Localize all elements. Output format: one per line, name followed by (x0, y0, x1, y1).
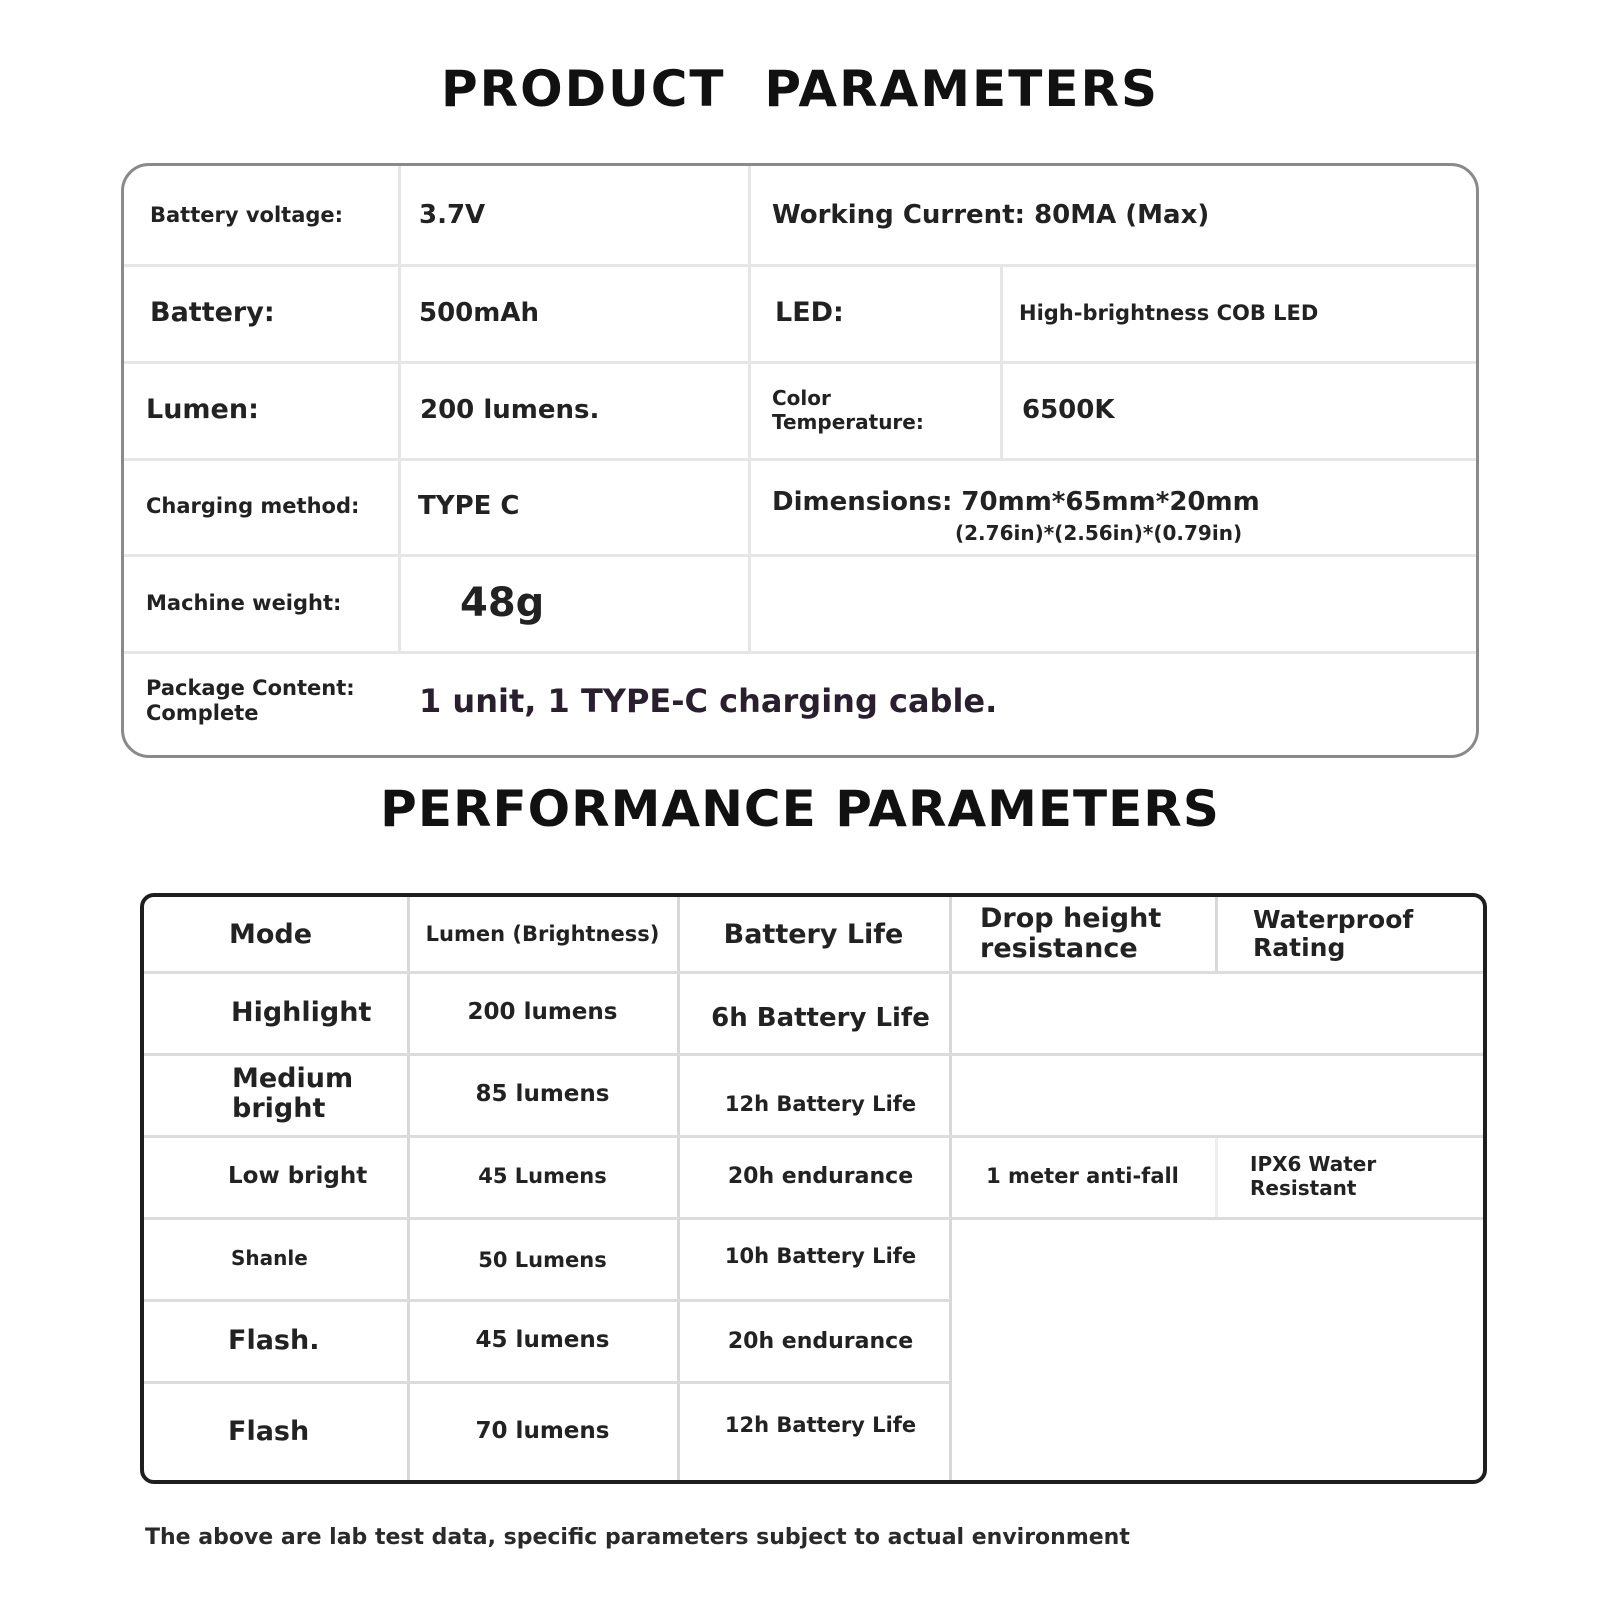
package-content-label: Package Content: Complete (146, 676, 355, 725)
lumen-cell: 200 lumens (467, 999, 618, 1025)
battery-voltage-label: Battery voltage: (150, 203, 344, 227)
lumen-cell: 85 lumens (475, 1081, 610, 1107)
charging-method-value: TYPE C (418, 491, 520, 521)
mode-cell: Low bright (228, 1163, 368, 1189)
battery-life-cell: 20h endurance (727, 1328, 914, 1354)
header-battery-life: Battery Life (723, 918, 904, 950)
color-temperature-value: 6500K (1022, 394, 1115, 425)
dimensions: Dimensions: 70mm*65mm*20mm (772, 487, 1260, 517)
mode-cell: Shanle (231, 1246, 308, 1270)
battery-life-cell: 12h Battery Life (724, 1092, 917, 1116)
battery-life-cell: 10h Battery Life (724, 1244, 917, 1268)
performance-parameters-title: PERFORMANCE PARAMETERS (380, 780, 1220, 838)
dimensions-inches: (2.76in)*(2.56in)*(0.79in) (955, 521, 1243, 545)
battery-label: Battery: (150, 297, 275, 328)
lumen-value: 200 lumens. (420, 394, 600, 425)
machine-weight-label: Machine weight: (146, 590, 342, 615)
charging-method-label: Charging method: (146, 494, 360, 518)
battery-life-cell: 12h Battery Life (724, 1413, 917, 1437)
header-drop-height: Drop height resistance (980, 903, 1162, 964)
header-waterproof: Waterproof Rating (1253, 905, 1414, 962)
color-temperature-label: Color Temperature: (772, 385, 924, 434)
lumen-cell: 70 lumens (475, 1418, 610, 1444)
performance-parameters-table (140, 893, 1487, 1484)
battery-life-cell: 20h endurance (727, 1163, 914, 1189)
header-lumen: Lumen (Brightness) (425, 922, 660, 946)
lumen-cell: 50 Lumens (478, 1248, 607, 1272)
battery-life-cell: 6h Battery Life (711, 1003, 930, 1033)
mode-cell: Medium bright (232, 1063, 354, 1124)
lumen-cell: 45 lumens (475, 1327, 610, 1353)
lumen-cell: 45 Lumens (478, 1164, 607, 1188)
battery-voltage-value: 3.7V (419, 200, 486, 230)
product-parameters-title: PRODUCT PARAMETERS (440, 60, 1159, 118)
machine-weight-value: 48g (460, 579, 545, 626)
led-value: High-brightness COB LED (1019, 300, 1319, 325)
package-content-value: 1 unit, 1 TYPE-C charging cable. (419, 682, 998, 720)
lumen-label: Lumen: (146, 394, 259, 425)
drop-resistance-value: 1 meter anti-fall (986, 1164, 1179, 1188)
mode-cell: Flash (228, 1415, 310, 1447)
header-mode: Mode (229, 918, 313, 950)
waterproof-rating-value: IPX6 Water Resistant (1250, 1152, 1377, 1200)
working-current: Working Current: 80MA (Max) (772, 200, 1210, 230)
led-label: LED: (775, 297, 844, 328)
product-parameters-table (121, 163, 1479, 758)
mode-cell: Flash. (228, 1324, 320, 1356)
footnote: The above are lab test data, specific parameters subject to actual environment (145, 1525, 1130, 1550)
mode-cell: Highlight (231, 996, 372, 1028)
battery-value: 500mAh (419, 297, 539, 328)
